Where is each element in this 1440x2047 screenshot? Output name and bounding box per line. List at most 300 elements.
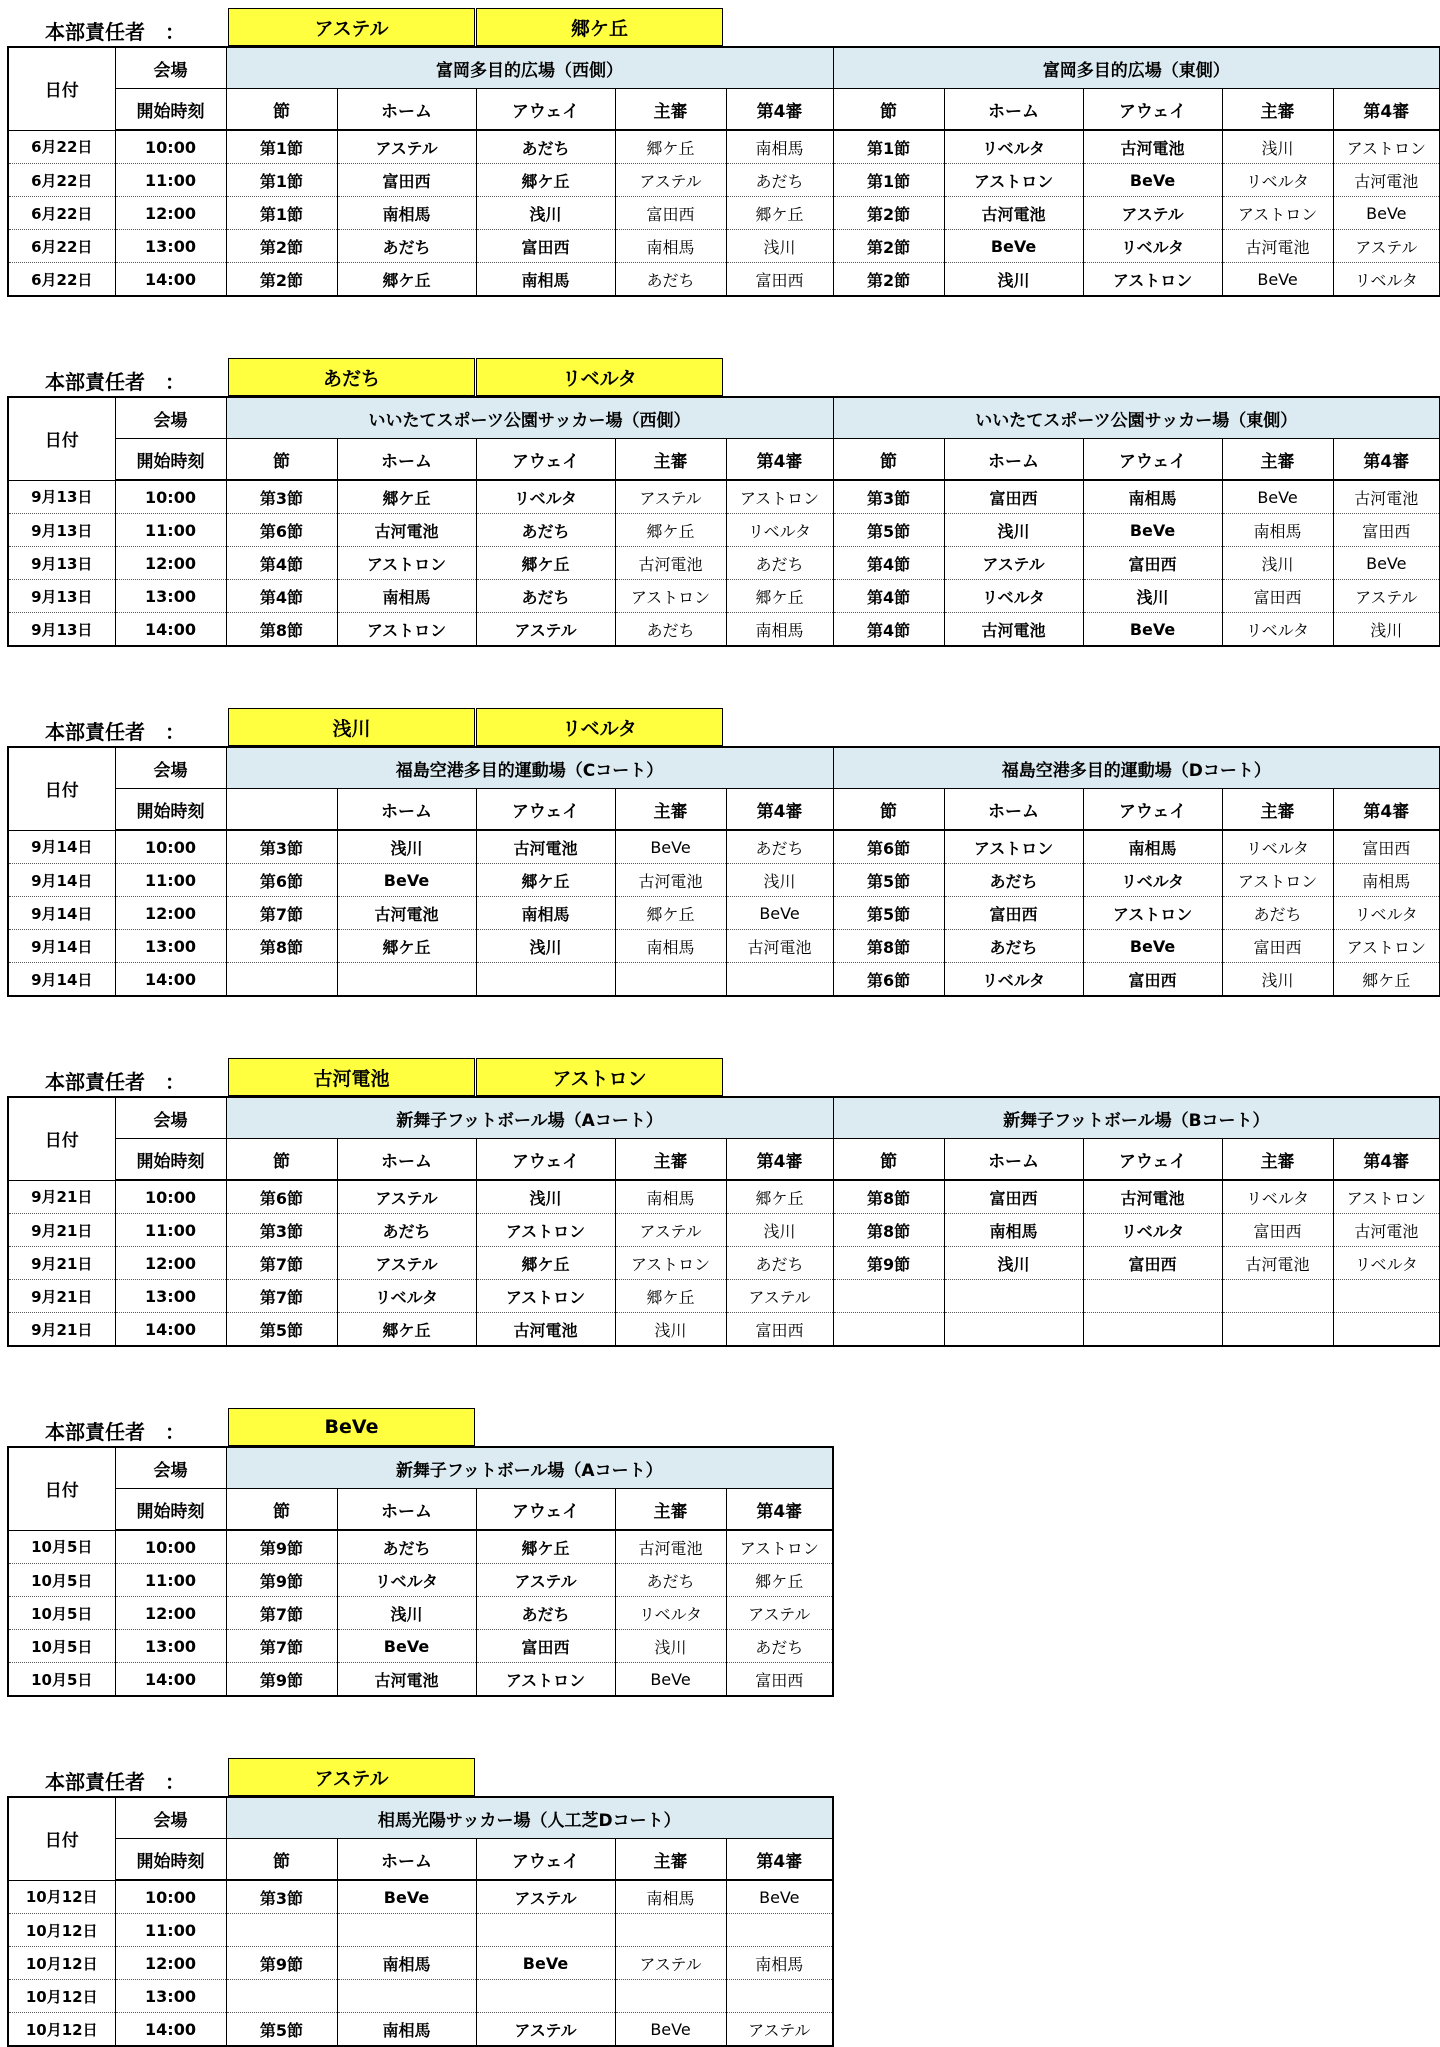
home-team bbox=[337, 963, 476, 997]
fourth-official: リベルタ bbox=[1333, 263, 1440, 297]
home-header: ホーム bbox=[944, 89, 1083, 131]
start-time: 10:00 bbox=[115, 1880, 226, 1914]
referee: BeVe bbox=[615, 2013, 726, 2047]
fourth-official: あだち bbox=[726, 547, 833, 580]
date-header: 日付 bbox=[8, 1797, 115, 1880]
home-team: アストロン bbox=[337, 547, 476, 580]
away-team: アストロン bbox=[476, 1663, 615, 1697]
fourth-official: 古河電池 bbox=[1333, 1214, 1440, 1247]
round: 第2節 bbox=[226, 230, 337, 263]
round-header: 節 bbox=[226, 439, 337, 481]
away-header: アウェイ bbox=[476, 1139, 615, 1181]
start-time: 11:00 bbox=[115, 1214, 226, 1247]
fourth-official: 古河電池 bbox=[1333, 164, 1440, 197]
match-row bbox=[8, 547, 1440, 580]
fourth-official bbox=[1333, 1313, 1440, 1347]
hq-label: 本部責任者 ： bbox=[45, 20, 185, 44]
fourth-official: アステル bbox=[726, 1597, 833, 1630]
home-team: 郷ケ丘 bbox=[337, 1313, 476, 1347]
away-team bbox=[476, 963, 615, 997]
referee: あだち bbox=[615, 1564, 726, 1597]
away-header: アウェイ bbox=[1083, 439, 1222, 481]
referee: アステル bbox=[615, 480, 726, 514]
away-team: BeVe bbox=[1083, 164, 1222, 197]
fourth-official-header: 第4審 bbox=[1333, 789, 1440, 831]
away-team: アストロン bbox=[1083, 897, 1222, 930]
home-header: ホーム bbox=[337, 439, 476, 481]
home-team: あだち bbox=[944, 930, 1083, 963]
away-team: 郷ケ丘 bbox=[476, 1530, 615, 1564]
referee-header: 主審 bbox=[615, 89, 726, 131]
home-team: リベルタ bbox=[944, 963, 1083, 997]
home-team: 浅川 bbox=[337, 830, 476, 864]
referee: リベルタ bbox=[1222, 1180, 1333, 1214]
home-team bbox=[944, 1280, 1083, 1313]
referee: 南相馬 bbox=[1222, 514, 1333, 547]
referee: 浅川 bbox=[615, 1630, 726, 1663]
referee: 富田西 bbox=[1222, 1214, 1333, 1247]
home-team bbox=[337, 1980, 476, 2013]
away-team: 富田西 bbox=[1083, 963, 1222, 997]
match-date: 9月13日 bbox=[8, 480, 115, 514]
fourth-official-header: 第4審 bbox=[726, 439, 833, 481]
date-header: 日付 bbox=[8, 397, 115, 480]
schedule-table bbox=[7, 746, 1440, 997]
start-time-header: 開始時刻 bbox=[115, 1489, 226, 1531]
referee-header: 主審 bbox=[615, 1139, 726, 1181]
referee-header: 主審 bbox=[1222, 439, 1333, 481]
referee-header: 主審 bbox=[615, 789, 726, 831]
match-date: 10月12日 bbox=[8, 1947, 115, 1980]
home-team: 南相馬 bbox=[944, 1214, 1083, 1247]
away-team: アストロン bbox=[476, 1280, 615, 1313]
away-team: BeVe bbox=[1083, 930, 1222, 963]
referee: アステル bbox=[615, 164, 726, 197]
round: 第8節 bbox=[833, 1180, 944, 1214]
home-team: あだち bbox=[337, 1214, 476, 1247]
start-time: 14:00 bbox=[115, 263, 226, 297]
fourth-official: アストロン bbox=[1333, 130, 1440, 164]
match-row bbox=[8, 164, 1440, 197]
start-time-header: 開始時刻 bbox=[115, 789, 226, 831]
referee-header: 主審 bbox=[1222, 89, 1333, 131]
home-team: 郷ケ丘 bbox=[337, 263, 476, 297]
round: 第5節 bbox=[833, 514, 944, 547]
start-time: 13:00 bbox=[115, 1280, 226, 1313]
venue-name: 新舞子フットボール場（Aコート） bbox=[226, 1447, 833, 1489]
home-team: 浅川 bbox=[944, 514, 1083, 547]
hq-team-box: 郷ケ丘 bbox=[476, 8, 723, 46]
referee: 郷ケ丘 bbox=[615, 514, 726, 547]
fourth-official: 南相馬 bbox=[726, 1947, 833, 1980]
fourth-official-header: 第4審 bbox=[726, 1139, 833, 1181]
away-team: あだち bbox=[476, 130, 615, 164]
match-date: 10月5日 bbox=[8, 1564, 115, 1597]
venue-label: 会場 bbox=[115, 1447, 226, 1489]
away-team: 郷ケ丘 bbox=[476, 164, 615, 197]
match-row bbox=[8, 197, 1440, 230]
round: 第2節 bbox=[833, 263, 944, 297]
fourth-official bbox=[726, 963, 833, 997]
away-team: あだち bbox=[476, 580, 615, 613]
round: 第3節 bbox=[833, 480, 944, 514]
start-time: 10:00 bbox=[115, 130, 226, 164]
referee: BeVe bbox=[615, 1663, 726, 1697]
fourth-official: 郷ケ丘 bbox=[1333, 963, 1440, 997]
round: 第1節 bbox=[833, 164, 944, 197]
referee: アステル bbox=[615, 1947, 726, 1980]
round: 第6節 bbox=[833, 830, 944, 864]
round: 第5節 bbox=[226, 1313, 337, 1347]
fourth-official: アストロン bbox=[1333, 1180, 1440, 1214]
home-header: ホーム bbox=[337, 789, 476, 831]
fourth-official: 古河電池 bbox=[1333, 480, 1440, 514]
match-row bbox=[8, 930, 1440, 963]
referee: 富田西 bbox=[615, 197, 726, 230]
home-team: 郷ケ丘 bbox=[337, 930, 476, 963]
match-date: 9月13日 bbox=[8, 580, 115, 613]
referee: あだち bbox=[1222, 897, 1333, 930]
referee: 浅川 bbox=[1222, 963, 1333, 997]
date-header: 日付 bbox=[8, 1447, 115, 1530]
referee: リベルタ bbox=[1222, 613, 1333, 647]
referee-header: 主審 bbox=[615, 439, 726, 481]
fourth-official: 郷ケ丘 bbox=[726, 1564, 833, 1597]
match-row bbox=[8, 963, 1440, 997]
fourth-official-header: 第4審 bbox=[726, 1839, 833, 1881]
home-team: アステル bbox=[337, 1180, 476, 1214]
referee: アストロン bbox=[1222, 197, 1333, 230]
away-team: あだち bbox=[476, 514, 615, 547]
start-time: 14:00 bbox=[115, 1313, 226, 1347]
home-header: ホーム bbox=[944, 439, 1083, 481]
fourth-official: アステル bbox=[1333, 230, 1440, 263]
referee: 古河電池 bbox=[615, 547, 726, 580]
match-date: 10月12日 bbox=[8, 1880, 115, 1914]
referee-header: 主審 bbox=[615, 1839, 726, 1881]
start-time: 12:00 bbox=[115, 1947, 226, 1980]
away-header: アウェイ bbox=[476, 89, 615, 131]
away-team: 浅川 bbox=[476, 1180, 615, 1214]
referee: 南相馬 bbox=[615, 930, 726, 963]
fourth-official-header: 第4審 bbox=[726, 1489, 833, 1531]
fourth-official: 浅川 bbox=[726, 1214, 833, 1247]
date-header: 日付 bbox=[8, 1097, 115, 1180]
away-team: 郷ケ丘 bbox=[476, 547, 615, 580]
venue-name: いいたてスポーツ公園サッカー場（東側） bbox=[833, 397, 1440, 439]
start-time: 14:00 bbox=[115, 963, 226, 997]
venue-name: 新舞子フットボール場（Bコート） bbox=[833, 1097, 1440, 1139]
match-row bbox=[8, 1313, 1440, 1347]
match-row bbox=[8, 1597, 833, 1630]
match-row bbox=[8, 514, 1440, 547]
start-time: 12:00 bbox=[115, 197, 226, 230]
round: 第2節 bbox=[833, 197, 944, 230]
match-row bbox=[8, 1630, 833, 1663]
referee: 郷ケ丘 bbox=[615, 130, 726, 164]
home-team bbox=[944, 1313, 1083, 1347]
referee: 古河電池 bbox=[1222, 1247, 1333, 1280]
referee: 浅川 bbox=[1222, 130, 1333, 164]
fourth-official-header: 第4審 bbox=[726, 89, 833, 131]
round: 第2節 bbox=[833, 230, 944, 263]
start-time: 11:00 bbox=[115, 1564, 226, 1597]
away-team: 南相馬 bbox=[476, 263, 615, 297]
fourth-official: アストロン bbox=[726, 480, 833, 514]
home-team bbox=[337, 1914, 476, 1947]
match-date: 10月12日 bbox=[8, 1914, 115, 1947]
home-header: ホーム bbox=[337, 1489, 476, 1531]
start-time: 12:00 bbox=[115, 1597, 226, 1630]
referee: BeVe bbox=[615, 830, 726, 864]
referee: 富田西 bbox=[1222, 930, 1333, 963]
referee bbox=[615, 1980, 726, 2013]
start-time: 12:00 bbox=[115, 1247, 226, 1280]
home-team: 古河電池 bbox=[944, 197, 1083, 230]
fourth-official: リベルタ bbox=[726, 514, 833, 547]
away-team: 富田西 bbox=[476, 1630, 615, 1663]
round: 第7節 bbox=[226, 1597, 337, 1630]
round: 第6節 bbox=[226, 1180, 337, 1214]
schedule-table bbox=[7, 46, 1440, 297]
away-team: アストロン bbox=[1083, 263, 1222, 297]
away-team bbox=[1083, 1280, 1222, 1313]
fourth-official: 浅川 bbox=[726, 230, 833, 263]
home-team: 南相馬 bbox=[337, 197, 476, 230]
match-date: 10月5日 bbox=[8, 1630, 115, 1663]
home-team: 古河電池 bbox=[944, 613, 1083, 647]
away-team: アステル bbox=[476, 613, 615, 647]
venue-name: 新舞子フットボール場（Aコート） bbox=[226, 1097, 833, 1139]
referee: 浅川 bbox=[615, 1313, 726, 1347]
fourth-official-header: 第4審 bbox=[726, 789, 833, 831]
away-team bbox=[476, 1980, 615, 2013]
venue-label: 会場 bbox=[115, 747, 226, 789]
round: 第9節 bbox=[833, 1247, 944, 1280]
venue-label: 会場 bbox=[115, 1797, 226, 1839]
home-team: BeVe bbox=[337, 1880, 476, 1914]
match-date: 6月22日 bbox=[8, 164, 115, 197]
match-date: 9月13日 bbox=[8, 613, 115, 647]
venue-name: 福島空港多目的運動場（Cコート） bbox=[226, 747, 833, 789]
home-team: BeVe bbox=[337, 1630, 476, 1663]
start-time: 13:00 bbox=[115, 580, 226, 613]
referee: あだち bbox=[615, 613, 726, 647]
home-team: アストロン bbox=[944, 830, 1083, 864]
round: 第6節 bbox=[226, 514, 337, 547]
venue-name: いいたてスポーツ公園サッカー場（西側） bbox=[226, 397, 833, 439]
match-row bbox=[8, 864, 1440, 897]
date-header: 日付 bbox=[8, 747, 115, 830]
fourth-official: リベルタ bbox=[1333, 1247, 1440, 1280]
home-team: 南相馬 bbox=[337, 1947, 476, 1980]
round: 第3節 bbox=[226, 1214, 337, 1247]
away-team: 南相馬 bbox=[1083, 480, 1222, 514]
hq-label: 本部責任者 ： bbox=[45, 1770, 185, 1794]
fourth-official-header: 第4審 bbox=[1333, 439, 1440, 481]
home-team: 富田西 bbox=[337, 164, 476, 197]
match-row bbox=[8, 1880, 833, 1914]
round: 第4節 bbox=[833, 547, 944, 580]
away-team: アステル bbox=[476, 1880, 615, 1914]
away-header: アウェイ bbox=[476, 1839, 615, 1881]
away-header: アウェイ bbox=[476, 1489, 615, 1531]
round: 第3節 bbox=[226, 1880, 337, 1914]
start-time-header: 開始時刻 bbox=[115, 439, 226, 481]
venue-name: 富岡多目的広場（東側） bbox=[833, 47, 1440, 89]
referee: 古河電池 bbox=[615, 1530, 726, 1564]
away-team: BeVe bbox=[476, 1947, 615, 1980]
round: 第6節 bbox=[226, 864, 337, 897]
hq-label: 本部責任者 ： bbox=[45, 370, 185, 394]
away-team: リベルタ bbox=[1083, 230, 1222, 263]
fourth-official: アステル bbox=[726, 1280, 833, 1313]
start-time: 10:00 bbox=[115, 1530, 226, 1564]
start-time: 10:00 bbox=[115, 1180, 226, 1214]
home-team: あだち bbox=[337, 1530, 476, 1564]
referee: 古河電池 bbox=[615, 864, 726, 897]
away-header: アウェイ bbox=[476, 789, 615, 831]
round: 第1節 bbox=[226, 197, 337, 230]
fourth-official: 郷ケ丘 bbox=[726, 580, 833, 613]
referee: 郷ケ丘 bbox=[615, 897, 726, 930]
fourth-official: あだち bbox=[726, 164, 833, 197]
round-header: 節 bbox=[833, 789, 944, 831]
home-team: リベルタ bbox=[944, 580, 1083, 613]
match-date: 10月5日 bbox=[8, 1597, 115, 1630]
fourth-official: 南相馬 bbox=[726, 130, 833, 164]
away-team: 浅川 bbox=[1083, 580, 1222, 613]
home-header: ホーム bbox=[337, 89, 476, 131]
fourth-official: リベルタ bbox=[1333, 897, 1440, 930]
match-row bbox=[8, 1947, 833, 1980]
hq-team-box: アストロン bbox=[476, 1058, 723, 1096]
round-header: 節 bbox=[226, 1839, 337, 1881]
fourth-official: あだち bbox=[726, 830, 833, 864]
hq-label: 本部責任者 ： bbox=[45, 1420, 185, 1444]
fourth-official: あだち bbox=[726, 1630, 833, 1663]
round: 第6節 bbox=[833, 963, 944, 997]
round: 第7節 bbox=[226, 1630, 337, 1663]
home-team: 古河電池 bbox=[337, 1663, 476, 1697]
fourth-official: 富田西 bbox=[1333, 830, 1440, 864]
match-date: 10月12日 bbox=[8, 2013, 115, 2047]
fourth-official: 富田西 bbox=[726, 1663, 833, 1697]
hq-team-box: アステル bbox=[228, 8, 475, 46]
away-team: 古河電池 bbox=[1083, 130, 1222, 164]
round-header: 節 bbox=[833, 89, 944, 131]
match-row bbox=[8, 897, 1440, 930]
start-time-header: 開始時刻 bbox=[115, 1839, 226, 1881]
match-row bbox=[8, 1280, 1440, 1313]
hq-label: 本部責任者 ： bbox=[45, 720, 185, 744]
referee: 古河電池 bbox=[1222, 230, 1333, 263]
round: 第9節 bbox=[226, 1530, 337, 1564]
match-date: 9月14日 bbox=[8, 930, 115, 963]
referee bbox=[1222, 1280, 1333, 1313]
fourth-official: 郷ケ丘 bbox=[726, 1180, 833, 1214]
round: 第7節 bbox=[226, 897, 337, 930]
away-team: アストロン bbox=[476, 1214, 615, 1247]
round: 第3節 bbox=[226, 830, 337, 864]
away-team: BeVe bbox=[1083, 613, 1222, 647]
away-team: BeVe bbox=[1083, 514, 1222, 547]
hq-team-box: リベルタ bbox=[476, 358, 723, 396]
fourth-official bbox=[726, 1980, 833, 2013]
fourth-official-header: 第4審 bbox=[1333, 89, 1440, 131]
fourth-official: BeVe bbox=[1333, 197, 1440, 230]
home-team: あだち bbox=[944, 864, 1083, 897]
round bbox=[833, 1280, 944, 1313]
referee: リベルタ bbox=[1222, 164, 1333, 197]
start-time: 14:00 bbox=[115, 2013, 226, 2047]
match-row bbox=[8, 2013, 833, 2047]
match-row bbox=[8, 1564, 833, 1597]
away-team: 富田西 bbox=[1083, 547, 1222, 580]
home-team: リベルタ bbox=[944, 130, 1083, 164]
round: 第5節 bbox=[226, 2013, 337, 2047]
round: 第1節 bbox=[833, 130, 944, 164]
fourth-official: 富田西 bbox=[1333, 514, 1440, 547]
round: 第8節 bbox=[226, 613, 337, 647]
match-date: 6月22日 bbox=[8, 130, 115, 164]
home-team: BeVe bbox=[944, 230, 1083, 263]
fourth-official: BeVe bbox=[1333, 547, 1440, 580]
start-time: 13:00 bbox=[115, 1630, 226, 1663]
fourth-official: 郷ケ丘 bbox=[726, 197, 833, 230]
fourth-official: 浅川 bbox=[1333, 613, 1440, 647]
match-date: 9月21日 bbox=[8, 1180, 115, 1214]
referee: アストロン bbox=[615, 1247, 726, 1280]
fourth-official: 浅川 bbox=[726, 864, 833, 897]
away-team: 古河電池 bbox=[476, 830, 615, 864]
away-header: アウェイ bbox=[476, 439, 615, 481]
match-row bbox=[8, 480, 1440, 514]
home-team: あだち bbox=[337, 230, 476, 263]
match-date: 10月5日 bbox=[8, 1663, 115, 1697]
fourth-official: 古河電池 bbox=[726, 930, 833, 963]
round bbox=[226, 1914, 337, 1947]
round: 第1節 bbox=[226, 164, 337, 197]
round: 第9節 bbox=[226, 1663, 337, 1697]
round: 第4節 bbox=[833, 580, 944, 613]
round: 第7節 bbox=[226, 1280, 337, 1313]
away-header: アウェイ bbox=[1083, 789, 1222, 831]
away-team bbox=[476, 1914, 615, 1947]
away-team: 郷ケ丘 bbox=[476, 1247, 615, 1280]
away-team bbox=[1083, 1313, 1222, 1347]
away-team: 古河電池 bbox=[476, 1313, 615, 1347]
fourth-official: アストロン bbox=[1333, 930, 1440, 963]
venue-label: 会場 bbox=[115, 1097, 226, 1139]
match-date: 6月22日 bbox=[8, 263, 115, 297]
away-team: リベルタ bbox=[1083, 864, 1222, 897]
referee: BeVe bbox=[1222, 263, 1333, 297]
venue-name: 相馬光陽サッカー場（人工芝Dコート） bbox=[226, 1797, 833, 1839]
schedule-table bbox=[7, 1096, 1440, 1347]
match-row bbox=[8, 263, 1440, 297]
venue-name: 富岡多目的広場（西側） bbox=[226, 47, 833, 89]
hq-team-box: 古河電池 bbox=[228, 1058, 475, 1096]
match-row bbox=[8, 230, 1440, 263]
schedule-table bbox=[7, 396, 1440, 647]
referee: リベルタ bbox=[1222, 830, 1333, 864]
away-header: アウェイ bbox=[1083, 1139, 1222, 1181]
away-team: 古河電池 bbox=[1083, 1180, 1222, 1214]
home-team: 富田西 bbox=[944, 897, 1083, 930]
home-team: 富田西 bbox=[944, 1180, 1083, 1214]
away-team: 浅川 bbox=[476, 197, 615, 230]
